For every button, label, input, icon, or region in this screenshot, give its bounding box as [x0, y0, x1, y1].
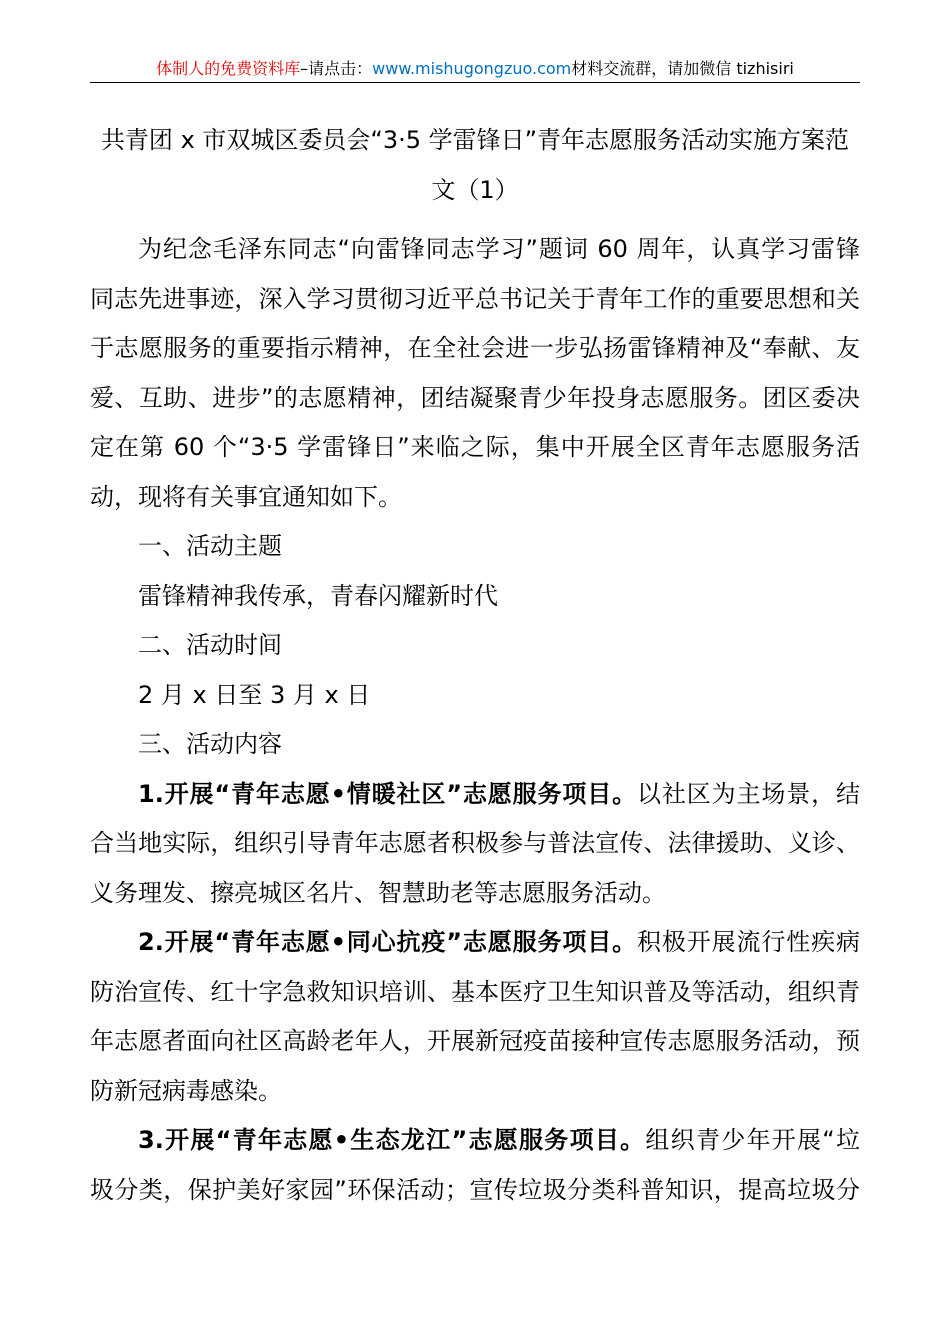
header-url-link[interactable]: www.mishugongzuo.com — [372, 59, 572, 78]
text-line: 爱、互助、进步”的志愿精神，团结凝聚青少年投身志愿服务。团区委决 — [90, 383, 860, 412]
text-line: 定在第 60 个“3·5 学雷锋日”来临之际，集中开展全区青年志愿服务活 — [90, 433, 860, 461]
section-body-theme: 雷锋精神我传承，青春闪耀新时代 — [138, 581, 498, 610]
text-line — [90, 1116, 860, 1166]
document-title — [90, 115, 860, 215]
page-header — [90, 56, 860, 83]
text-line — [90, 918, 860, 968]
section-heading-time: 二、活动时间 — [138, 631, 282, 659]
section-heading-content: 三、活动内容 — [138, 730, 282, 758]
text-line: 义务理发、擦亮城区名片、智慧助老等志愿服务活动。 — [90, 878, 666, 907]
header-note-text: 材料交流群，请加微信 tizhisiri — [571, 59, 794, 78]
item-lead: 1.开展“青年志愿•情暖社区”志愿服务项目。 — [138, 779, 638, 808]
section-heading-theme: 一、活动主题 — [138, 532, 282, 560]
title-line-1: 共青团 x 市双城区委员会“3·5 学雷锋日”青年志愿服务活动实施方案范 — [100, 126, 850, 154]
text-line: 合当地实际，组织引导青年志愿者积极参与普法宣传、法律援助、义诊、 — [90, 829, 860, 857]
item-text: 积极开展流行性疾病 — [637, 928, 861, 956]
text-line — [90, 770, 860, 820]
content-item-2 — [90, 918, 860, 1116]
text-line: 防新冠病毒感染。 — [90, 1076, 282, 1105]
document-body — [90, 225, 860, 1215]
text-line: 圾分类，保护美好家园”环保活动；宣传垃圾分类科普知识，提高垃圾分 — [90, 1175, 860, 1204]
section-body-time: 2 月 x 日至 3 月 x 日 — [138, 680, 371, 709]
text-line: 年志愿者面向社区高龄老年人，开展新冠疫苗接种宣传志愿服务活动，预 — [90, 1027, 860, 1055]
header-prompt-text: –请点击： — [300, 59, 373, 78]
text-line: 防治宣传、红十字急救知识培训、基本医疗卫生知识普及等活动，组织青 — [90, 977, 860, 1006]
item-text: 组织青少年开展“垃 — [645, 1126, 861, 1154]
item-text: 以社区为主场景，结 — [637, 779, 861, 808]
text-line: 于志愿服务的重要指示精神，在全社会进一步弘扬雷锋精神及“奉献、友 — [90, 334, 860, 362]
intro-paragraph — [90, 225, 860, 522]
text-line: 为纪念毛泽东同志“向雷锋同志学习”题词 60 周年，认真学习雷锋 — [138, 235, 860, 263]
title-line-2: 文（1） — [431, 176, 519, 204]
text-line: 动，现将有关事宜通知如下。 — [90, 482, 402, 511]
content-item-1 — [90, 770, 860, 919]
header-brand-text: 体制人的免费资料库 — [156, 59, 301, 78]
item-lead: 2.开展“青年志愿•同心抗疫”志愿服务项目。 — [138, 928, 638, 956]
text-line: 同志先进事迹，深入学习贯彻习近平总书记关于青年工作的重要思想和关 — [90, 284, 860, 313]
content-item-3 — [90, 1116, 860, 1215]
item-lead: 3.开展“青年志愿•生态龙江”志愿服务项目。 — [138, 1126, 646, 1154]
